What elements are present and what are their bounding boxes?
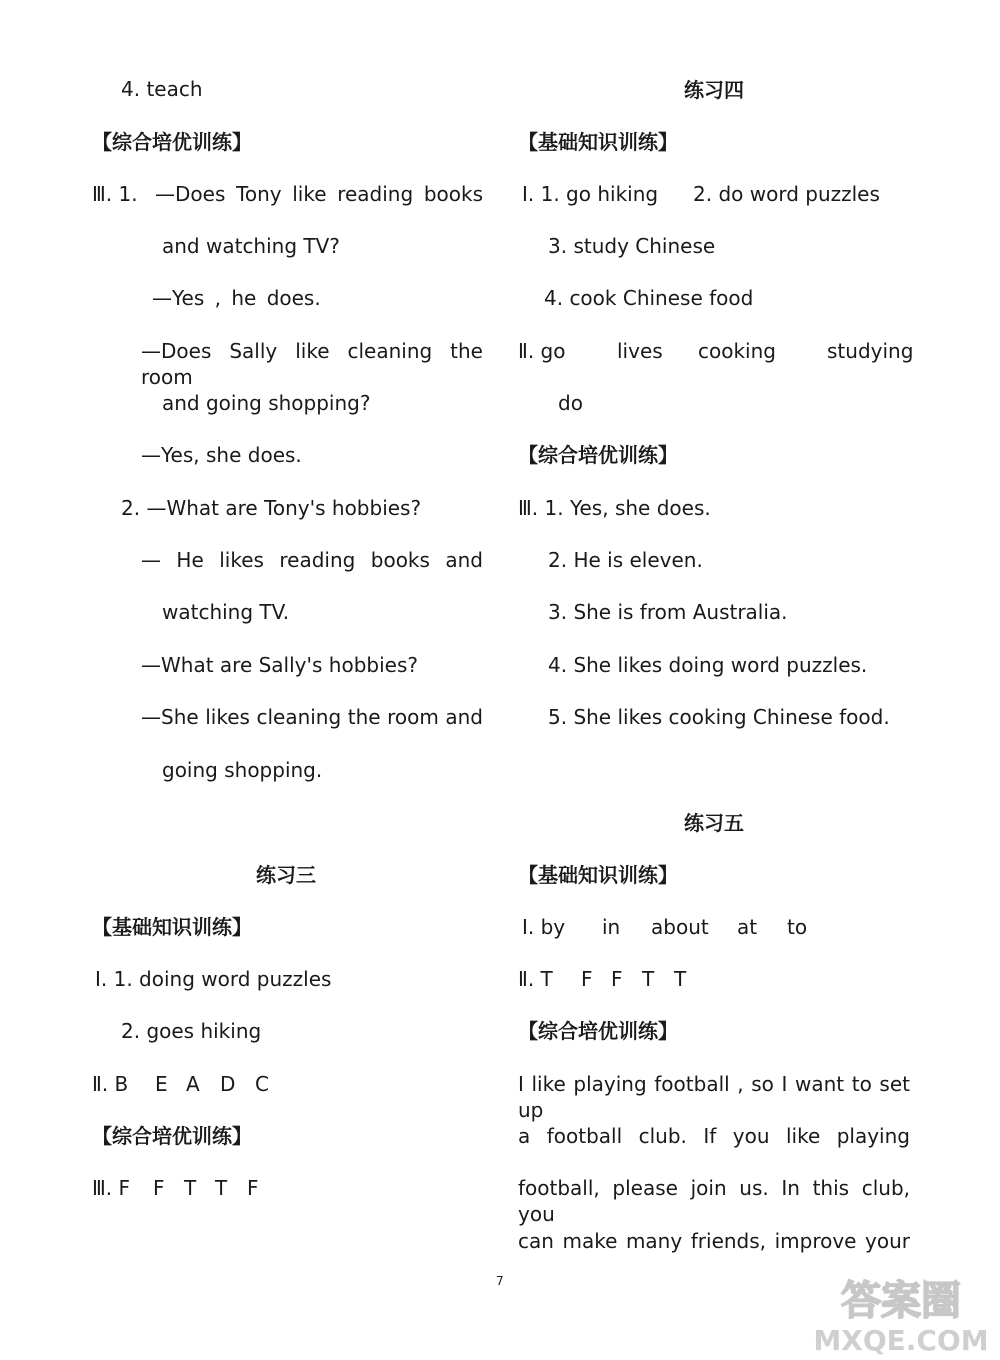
answer-line: Ⅰ. 1. go hiking [522, 182, 659, 206]
answer-token: Ⅲ. F [92, 1176, 131, 1200]
answer-line: —Does Tony like reading books [155, 182, 483, 206]
paragraph-line: can make many friends, improve your [518, 1229, 910, 1253]
answer-line: 5. She likes cooking Chinese food. [548, 705, 890, 729]
answer-token: Ⅰ. by [522, 915, 566, 939]
exercise-title: 练习三 [256, 863, 316, 887]
answer-line: Ⅰ. 1. doing word puzzles [95, 967, 332, 991]
answer-token: Ⅱ. go [518, 339, 566, 363]
section-heading: 【综合培优训练】 [92, 130, 252, 154]
section-heading: 【基础知识训练】 [518, 130, 678, 154]
section-heading: 【综合培优训练】 [518, 443, 678, 467]
answer-line: Ⅲ. 1. Yes, she does. [518, 496, 711, 520]
answer-line: 2. He is eleven. [548, 548, 703, 572]
answer-line: 3. study Chinese [548, 234, 716, 258]
answer-token: F [153, 1176, 165, 1200]
answer-token: F [611, 967, 623, 991]
answer-token: T [215, 1176, 228, 1200]
answer-token: studying [827, 339, 914, 363]
answer-line: and going shopping? [162, 391, 371, 415]
answer-token: E [155, 1072, 168, 1096]
section-heading: 【基础知识训练】 [518, 863, 678, 887]
answer-line: —What are Sally's hobbies? [141, 653, 418, 677]
answer-line: 4. teach [121, 77, 203, 101]
answer-token: T [642, 967, 655, 991]
answer-token: lives [617, 339, 663, 363]
answer-token: in [602, 915, 621, 939]
answer-line: 2. do word puzzles [693, 182, 880, 206]
answer-line: 3. She is from Australia. [548, 600, 788, 624]
watermark-bottom-text: MXQE.COM [813, 1324, 989, 1356]
answer-token: about [651, 915, 709, 939]
answer-line: 2. —What are Tony's hobbies? [121, 496, 422, 520]
answer-token: T [674, 967, 687, 991]
paragraph-line: football, please join us. In this club, you [518, 1176, 910, 1226]
paragraph-line: a football club. If you like playing [518, 1124, 910, 1148]
answer-line: — He likes reading books and [141, 548, 483, 572]
answer-token: D [220, 1072, 236, 1096]
answer-line: do [558, 391, 583, 415]
page-number: 7 [496, 1274, 504, 1288]
watermark-top-text: 答案圈 [841, 1278, 961, 1324]
paragraph-line: I like playing football , so I want to set up [518, 1072, 910, 1122]
exercise-title: 练习五 [684, 811, 744, 835]
answer-token: C [255, 1072, 269, 1096]
answer-line: and watching TV? [162, 234, 340, 258]
section-heading: 【综合培优训练】 [92, 1124, 252, 1148]
section-heading: 【综合培优训练】 [518, 1019, 678, 1043]
answer-token: T [184, 1176, 197, 1200]
watermark-logo [806, 1272, 996, 1356]
exercise-title: 练习四 [684, 78, 744, 102]
answer-line: 2. goes hiking [121, 1019, 262, 1043]
answer-token: A [186, 1072, 200, 1096]
answer-token: to [787, 915, 808, 939]
answer-token: F [247, 1176, 259, 1200]
answer-number: Ⅲ. 1. [92, 182, 138, 206]
section-heading: 【基础知识训练】 [92, 915, 252, 939]
answer-line: watching TV. [162, 600, 290, 624]
answer-line: 4. She likes doing word puzzles. [548, 653, 868, 677]
answer-line: going shopping. [162, 758, 323, 782]
answer-line: —She likes cleaning the room and [141, 705, 483, 729]
answer-line: 4. cook Chinese food [544, 286, 754, 310]
answer-token: F [581, 967, 593, 991]
answer-token: at [737, 915, 758, 939]
answer-token: cooking [698, 339, 776, 363]
answer-token: Ⅱ. B [92, 1072, 129, 1096]
answer-line: —Does Sally like cleaning the room [141, 339, 483, 389]
answer-line: —Yes, she does. [141, 443, 302, 467]
answer-token: Ⅱ. T [518, 967, 553, 991]
answer-line: —Yes , he does. [152, 286, 321, 310]
